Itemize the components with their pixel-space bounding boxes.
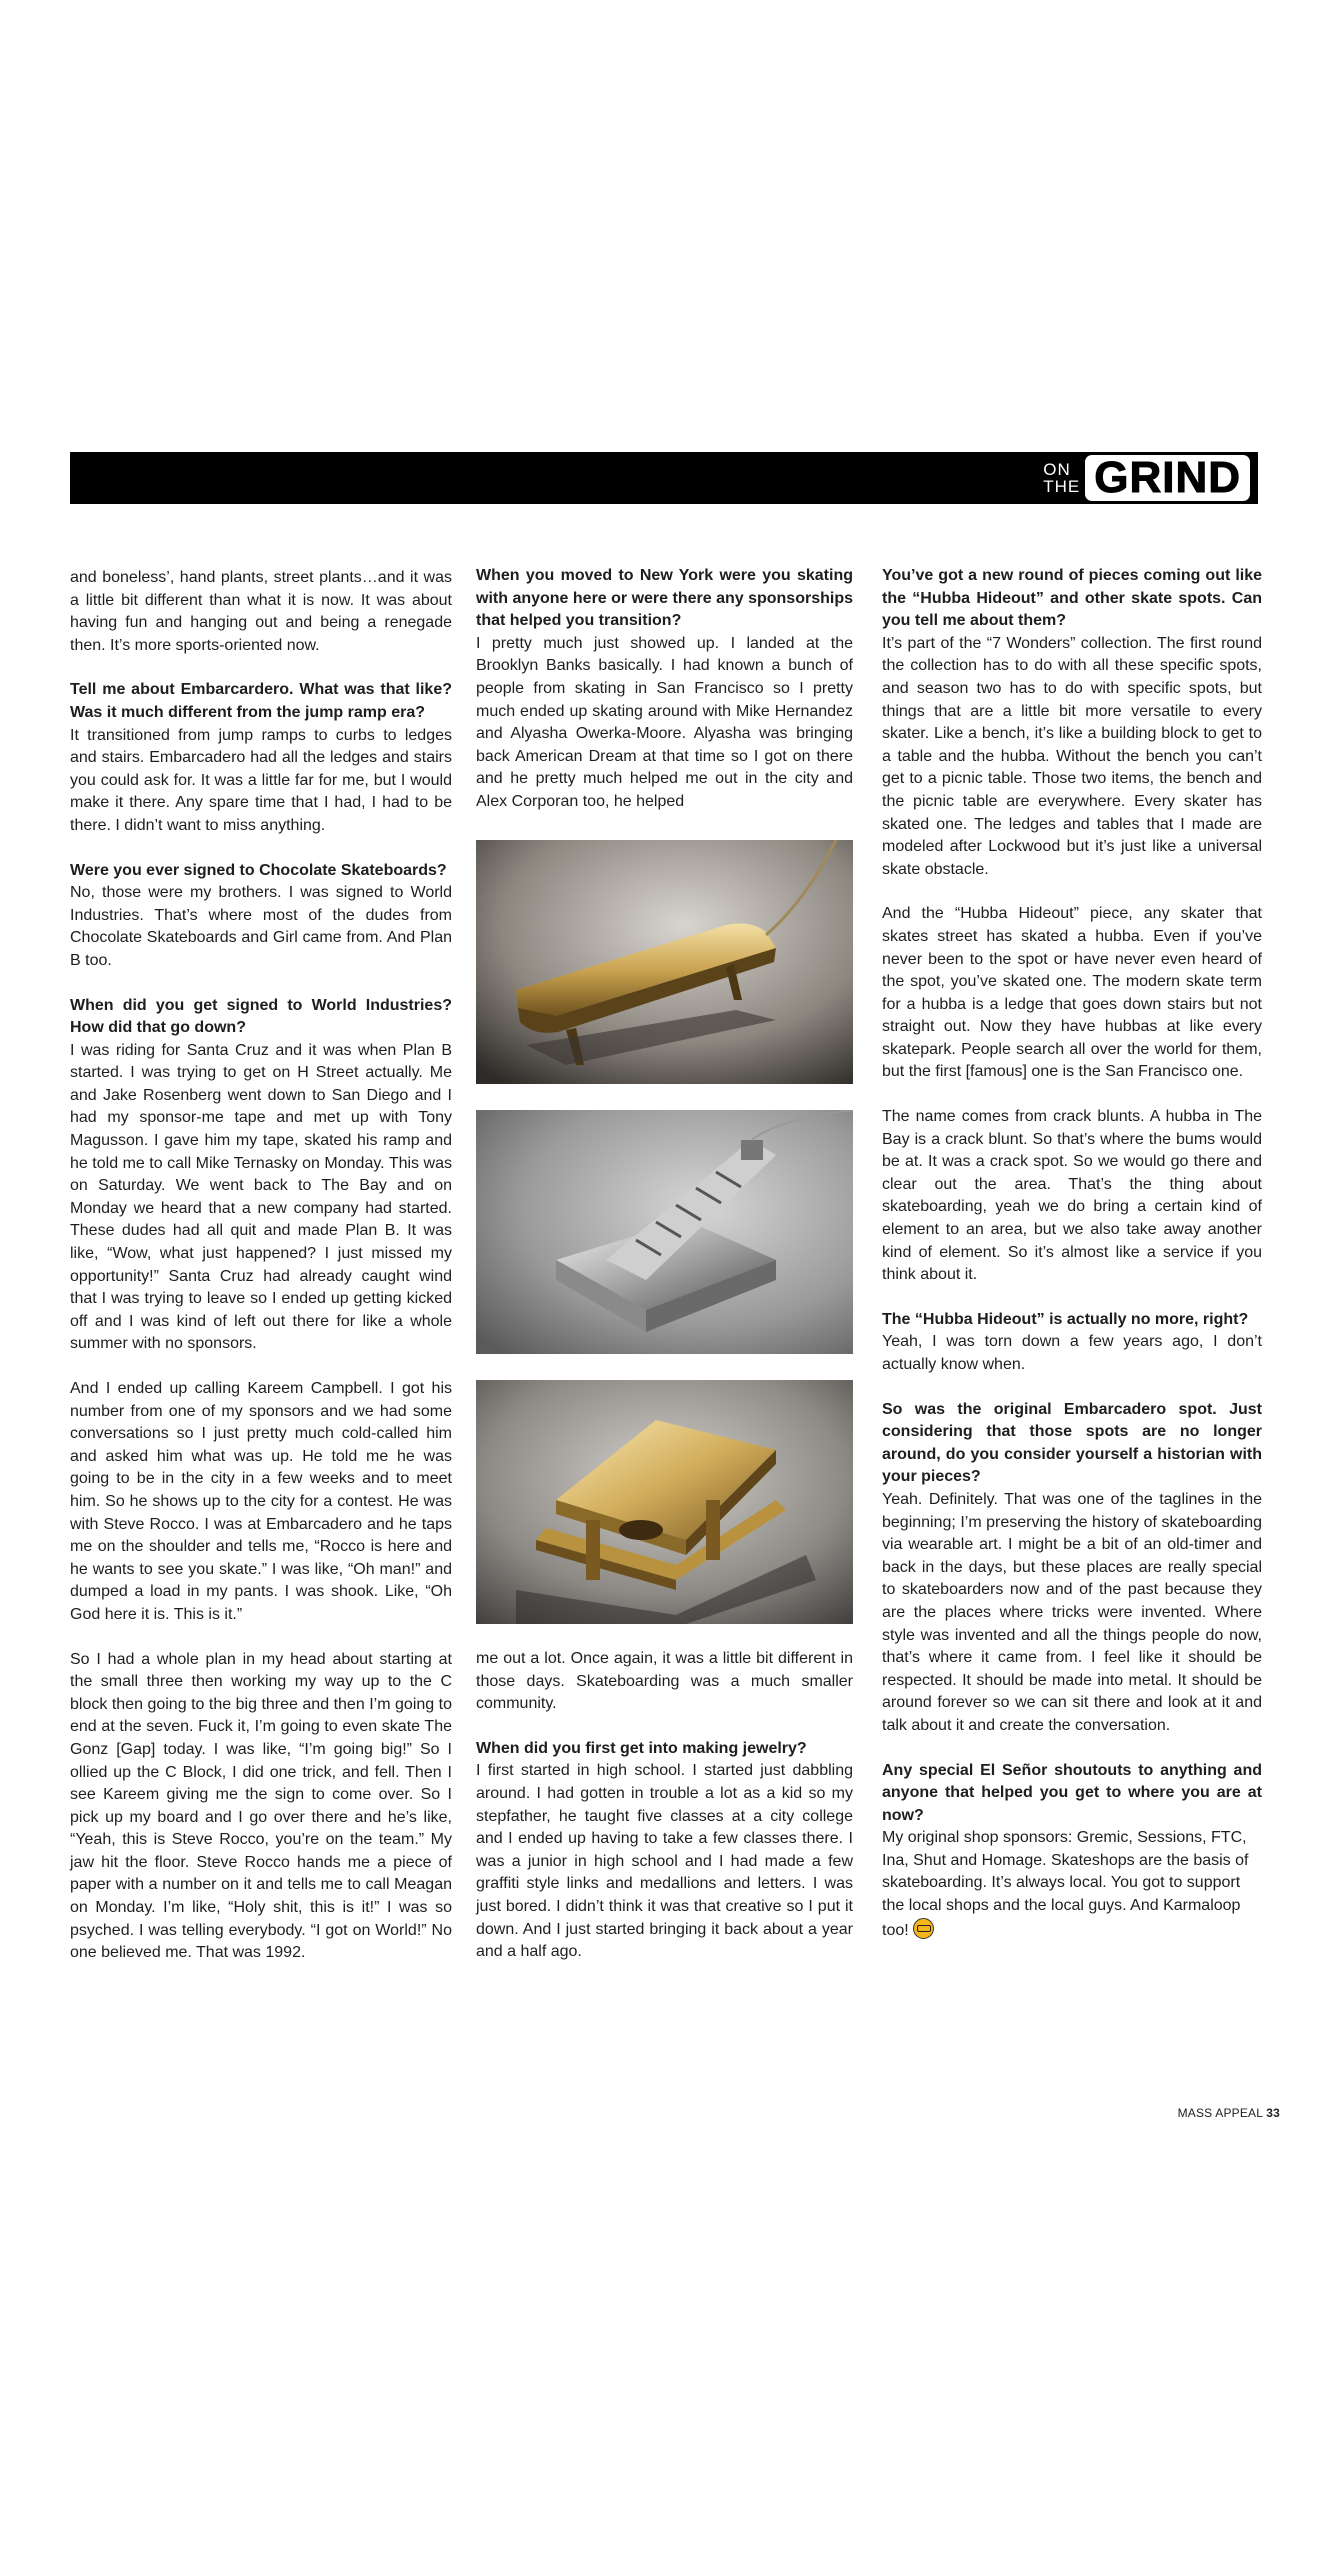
paragraph: and boneless’, hand plants, street plants…and it was a little bit different than what it is now. It was about having fun and hanging out and being a renegade then. It’s more sports-oriented now.: [70, 569, 452, 654]
answer: No, those were my brothers. I was signed to World Industries. That’s where most of the dudes from Chocolate Skateboards and Girl came from. And Plan B too.: [70, 884, 452, 969]
logo-small-text: [1043, 461, 1080, 495]
answer: I first started in high school. I started just dabbling around. I had gotten in trouble a lot as a kid so my stepfather, he taught five classes at a city college and I ended up having to take a few classes there. I was a junior in high school and I had made a few graffiti style links and medallions and letters. I was just bored. I didn’t think it was that creative so I put it down. And I just started bringing it back about a year and a half ago.: [476, 1762, 853, 1961]
logo-the: THE: [1043, 477, 1081, 496]
grimace-emoji-icon: [913, 1918, 934, 1939]
answer: Yeah, I was torn down a few years ago, I don’t actually know when.: [882, 1333, 1262, 1373]
answer: So I had a whole plan in my head about starting at the small three then working my way up to the C block then going to the big three and then I’m going to end at the seven. Fuck it, I’m going to even skate The Gonz [Gap] today. I was like, “I’m going big!” So I ollied up the C Block, I did one trick, and fell. Then I see Kareem giving me the sign to come over. So I pick up my board and I go over there and he’s like, “Yeah, this is Steve Rocco, you’re on the team.” My jaw hit the floor. Steve Rocco hands me a piece of paper with a number on it and tells me to call Meagan on Monday. I’m like, “Holy shit, this is it!” I was so psyched. I was telling everybody. “I got on World!” No one believed me. That was 1992.: [70, 1650, 452, 1962]
page-footer: [1178, 2106, 1280, 2120]
answer: And the “Hubba Hideout” piece, any skater that skates street has skated a hubba. Even if you’ve never been to the spot or have never even heard of the spot, you’ve skated one. The modern skate term for a hubba is a ledge that goes down stairs but not straight out. Now they have hubbas at like every skatepark. People search all over the world for them, but the first [famous] one is the San Francisco one.: [882, 905, 1262, 1081]
question: Were you ever signed to Chocolate Skateboards?: [70, 861, 447, 879]
jewelry-photo-hubba: [476, 1110, 853, 1354]
answer: [882, 1827, 1262, 1942]
article-column-2-continued: [476, 1648, 853, 1964]
jewelry-photo-ledge: [476, 840, 853, 1084]
article-column-2: [476, 565, 853, 814]
question: When did you first get into making jewelry?: [476, 1739, 807, 1757]
question: Any special El Señor shoutouts to anything and anyone that helped you get to where you are at now?: [882, 1761, 1262, 1824]
question: When you moved to New York were you skating with anyone here or were there any sponsorships that helped you transition?: [476, 567, 853, 630]
on-the-grind-logo: [1043, 454, 1250, 502]
answer: It transitioned from jump ramps to curbs to ledges and stairs. Embarcadero had all the ledges and stairs you could ask for. It was a little far for me, but I would make it there. Any spare time that I had, I had to be there. I didn’t want to miss anything.: [70, 726, 452, 834]
question: Tell me about Embarcardero. What was that like? Was it much different from the jump ramp era?: [70, 681, 452, 721]
page-number: 33: [1266, 2106, 1280, 2120]
question: So was the original Embarcadero spot. Just considering that those spots are no longer around, do you consider yourself a historian with your pieces?: [882, 1400, 1262, 1486]
answer: The name comes from crack blunts. A hubba in The Bay is a crack blunt. So that’s where the bums would be at. It was a crack spot. So we would go there and clear out the area. That’s the thing about skateboarding, yeah we do bring a certain kind of element to an area, but we also take away another kind of element. So it’s almost like a service if you think about it.: [882, 1108, 1262, 1284]
jewelry-photo-table: [476, 1380, 853, 1624]
answer: Yeah. Definitely. That was one of the taglines in the beginning; I’m preserving the history of skateboarding via wearable art. I might be a bit of an old-timer and back in the days, but these places are really special to skateboarders now and of the past because they are the places where tricks were invented. Where style was invented and all the things people do now, that’s where it came from. I feel like it should be respected. It should be made into metal. It should be around forever so we can sit there and look at it and talk about it and create the conversation.: [882, 1490, 1262, 1734]
article-column-1: [70, 567, 452, 1965]
logo-grind: GRIND: [1085, 455, 1250, 501]
answer: I was riding for Santa Cruz and it was when Plan B started. I was trying to get on H Street actually. Me and Jake Rosenberg went down to San Diego and I had my sponsor-me tape and met up with Tony Magusson. I gave him my tape, skated his ramp and he told me to call Mike Ternasky on Monday. This was on Saturday. We went back to The Bay and on Monday we heard that a new company had started. These dudes had all quit and made Plan B. It was like, “Wow, what just happened? I just missed my opportunity!” Santa Cruz had already caught wind that I was trying to leave so I ended up getting kicked off and I was kind of left out there for like a whole summer with no sponsors.: [70, 1041, 452, 1353]
question: You’ve got a new round of pieces coming out like the “Hubba Hideout” and other skate spots. Can you tell me about them?: [882, 567, 1262, 630]
answer: me out a lot. Once again, it was a little bit different in those days. Skateboarding was a much smaller community.: [476, 1650, 853, 1713]
answer: It’s part of the “7 Wonders” collection. The first round the collection has to do with all these specific spots, and season two has to do with specific spots, but things that are a little bit more versatile to every skater. Like a bench, it’s like a building block to get to a table and the hubba. Without the bench you can’t get to a picnic table. Those two items, the bench and the picnic table are everywhere. Every skater has skated one. The ledges and tables that I made are modeled after Lockwood but it’s just like a universal skate obstacle.: [882, 634, 1262, 878]
answer: I pretty much just showed up. I landed at the Brooklyn Banks basically. I had known a bunch of people from skating in San Francisco so I pretty much ended up skating around with Mike Hernandez and Alyasha Owerka-Moore. Alyasha was bringing back American Dream at that time so I got on there and he pretty much helped me out in the city and Alex Corporan too, he helped: [476, 634, 853, 810]
section-banner: [70, 452, 1258, 504]
question: When did you get signed to World Industries? How did that go down?: [70, 996, 452, 1037]
question: The “Hubba Hideout” is actually no more, right?: [882, 1310, 1249, 1328]
article-column-3: [882, 565, 1262, 1942]
answer: And I ended up calling Kareem Campbell. I got his number from one of my sponsors and we had some conversations so I just pretty much cold-called him and asked him what was up. He told me he was going to be in the city in a few weeks and to meet him. So he shows up to the city for a contest. He was with Steve Rocco. I was at Embarcadero and he taps me on the shoulder and tells me, “Rocco is here and he wants to see you skate.” I was like, “Oh man!” and dumped a load in my pants. I was shook. Like, “Oh God here it is. This is it.”: [70, 1380, 452, 1623]
magazine-name: MASS APPEAL: [1177, 2106, 1263, 2120]
answer-text: My original shop sponsors: Gremic, Sessions, FTC, Ina, Shut and Homage. Skateshops are the basis of skateboarding. It’s always local. You got to support the local shops and the local guys. And Karmaloop too!: [882, 1829, 1249, 1939]
logo-on: ON: [1043, 460, 1071, 479]
